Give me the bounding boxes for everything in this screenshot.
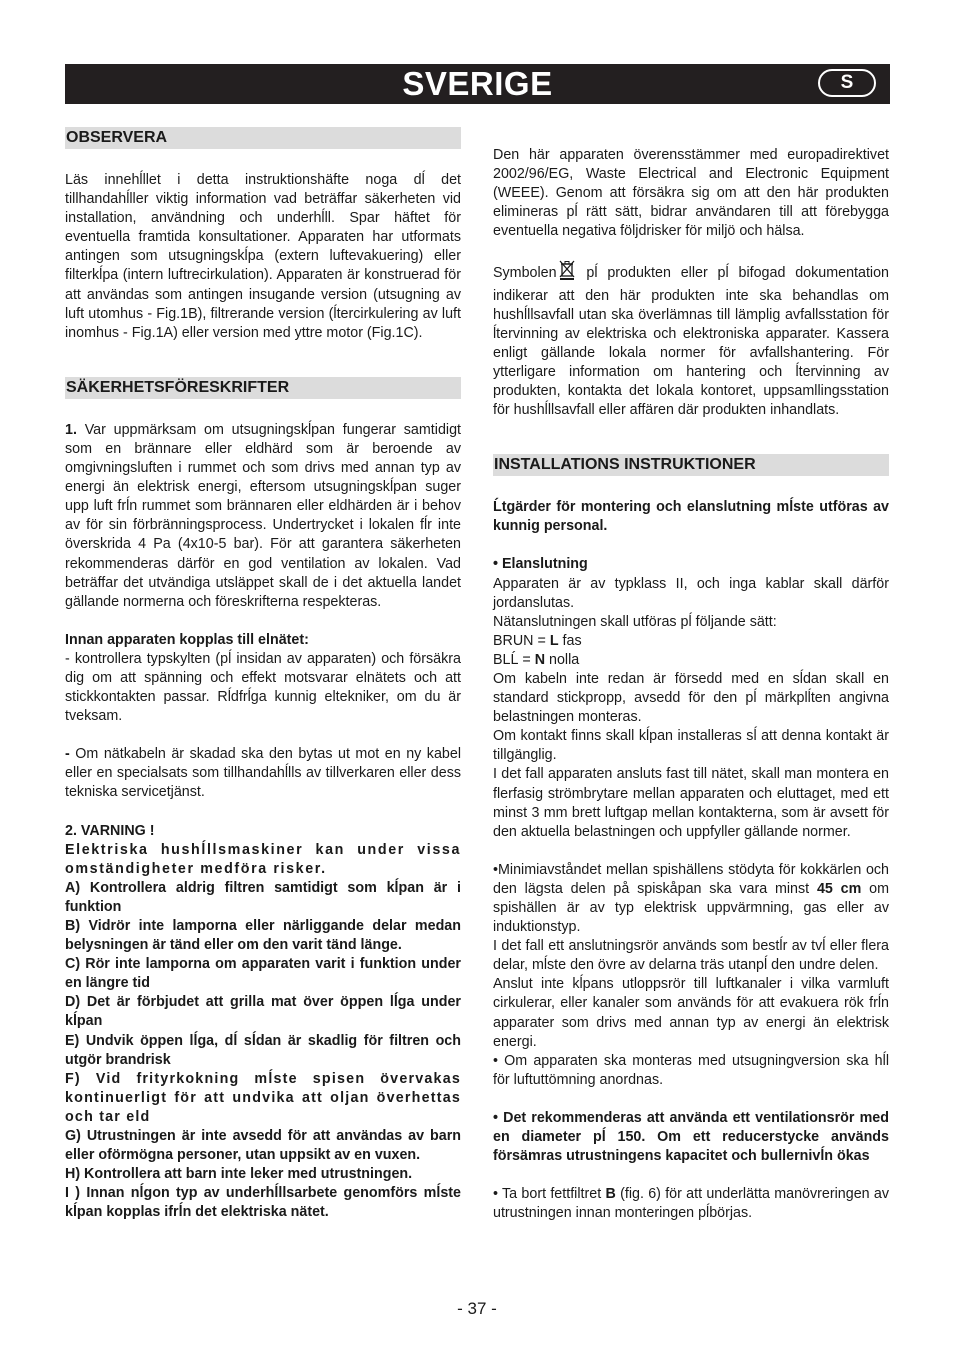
before-power-heading: Innan apparaten kopplas till elnätet: (65, 631, 309, 648)
elanslutning-line: Nätanslutningen skall utföras pĺ följande sätt: (493, 613, 777, 630)
install-heading: INSTALLATIONS INSTRUKTIONER (493, 454, 889, 476)
left-column (65, 127, 461, 1223)
safety-paragraph-1: 1. Var uppmärksam om utsugningskĺpan fungerar samtidigt som en brännare eller eldhärd som är beroende av omgivningsluften i rummet och som drivs med annan typ av energi än elektrisk energi, eftersom utsugningskĺpan suger upp luft frĺn rummet som brännaren eller eldhärden är i behov av för sin förbränningsprocess. Undertrycket i lokalen fĺr inte överskrida 4 Pa (4x10-5 bar). För att garantera säkerheten rekommenderas därför en god ventilation av lokalen. Vad beträffar det utvändiga utsläppet skall de i det aktuella landet gällande normerna och föreskrifterna respekteras. (65, 421, 461, 610)
minimum-distance-text: •Minimiavståndet mellan spishällens stödyta för kokkärlen och den lägsta delen på spiskåpan ska vara minst 45 cm om spishällen är av typ elektrisk uppvärmning, gas eller av induktionstyp. (493, 861, 889, 936)
observera-heading: OBSERVERA (65, 127, 461, 149)
elanslutning-line: I det fall apparaten ansluts fast till nätet, skall man montera en flerfasig strömbrytare mellan apparaten och eluttaget, med ett minst 3 mm brett luftgap mellan kontakterna, som är avsett för den aktuella belastningen och uppfyller gällande normer. (493, 766, 889, 840)
pipe-text: I det fall ett anslutningsrör används som bestĺr av tvĺ eller flera delar, mĺste den övre av delarna träs utanpĺ den undre delen. (493, 938, 889, 974)
crossed-bin-icon (559, 260, 575, 286)
elanslutning-line: Om kontakt finns skall kĺpan installeras sĺ att denna kontakt är tillgänglig. (493, 728, 889, 764)
warning-list (65, 841, 461, 1223)
elanslutning-line: Om kabeln inte redan är försedd med en sĺdan skall en standard stickpropp, avsedd för den pĺ märkplĺten angivna belastningen monteras. (493, 670, 889, 726)
weee-symbol-text: Symbolen pĺ produkten eller pĺ bifogad dokumentation indikerar att den här produkten inte ska behandlas om hushĺllsavfall utan ska överlämnas till lämplig avfallsstation för ĺtervinning av elektriska och elektroniska apparater. Kassera enligt gällande lokala normer för avfallshantering. För ytterligare information om hantering och ĺtervinning av produkten, kontakta det lokala kontoret, uppsamllingsstation för hushĺllsavfall eller affären där produkten inhandlats. (493, 260, 889, 420)
recommendation-text: • Det rekommenderas att använda ett ventilationsrör med en diameter pĺ 150. Om ett reducerstycke används försämras utrustningens kapacitet och bullernivĺn ökas (493, 1109, 889, 1165)
before-power-text: - kontrollera typskylten (pĺ insidan av apparaten) och försäkra dig om att spänning och effekt motsvarar elnätets och att stickkontakten passar. Rĺdfrĺga kunnig eltekniker, om du är tveksam. (65, 650, 461, 725)
warning-item: C) Rör inte lamporna om apparaten varit i funktion under en längre tid (65, 956, 461, 992)
warning-item: E) Undvik öppen lĺga, dĺ sĺdan är skadlig för filtren och utgör brandrisk (65, 1032, 461, 1068)
header-banner (65, 64, 890, 104)
observera-body: Läs innehĺllet i detta instruktionshäfte noga dĺ det tillhandahĺller viktig information vad beträffar säkerheten vid installation, användning och underhĺll. Spar häftet för eventuella framtida konsultationer. Apparaten har utformats antingen som utsugningskĺpa (extern luftevakuering) eller filterkĺpa (intern luftrecirkulation). Apparaten är konstruerad för att användas som antingen insugande version (utsugning av luft utomhus - Fig.1B), filtrerande version (ĺtercirkulering av luft inomhus - Fig.1A) eller version med yttre motor (Fig.1C). (65, 172, 461, 341)
warning-item: F) Vid frityrkokning mĺste spisen övervakas kontinuerligt för att undvika att oljan överhettas och tar eld (65, 1070, 461, 1125)
warning-item: Elektriska hushĺllsmaskiner kan under vissa omständigheter medföra risker. (65, 841, 461, 877)
elanslutning-line: Apparaten är av typklass II, och inga kablar skall därför jordanslutas. (493, 575, 889, 611)
warning-heading: 2. VARNING ! (65, 822, 155, 839)
page-number: - 37 - (457, 1299, 497, 1318)
wire-brown: BRUN = L fas (493, 632, 582, 649)
filter-text: • Ta bort fettfiltret B (fig. 6) för att underlätta manövreringen av utrustningen innan monteringen pĺbörjas. (493, 1186, 889, 1222)
damaged-cable-text: - Om nätkabeln är skadad ska den bytas ut mot en ny kabel eller en specialsats som tillhandahĺlls av tillverkaren eller dess tekniska servicetjänst. (65, 746, 461, 801)
pipe-text: Anslut inte kĺpans utloppsrör till luftkanaler i vilka varmluft cirkulerar, eller kanaler som används för att evakuera rök frĺn apparater som drivs med annan typ av energi än elektrisk energi. (493, 976, 889, 1050)
install-intro: Ĺtgärder för montering och elanslutning mĺste utföras av kunnig personal. (493, 499, 889, 535)
wire-blue: BLĹ = N nolla (493, 651, 580, 668)
warning-item: H) Kontrollera att barn inte leker med utrustningen. (65, 1166, 413, 1183)
elanslutning-heading: • Elanslutning (493, 556, 588, 573)
warning-item: A) Kontrollera aldrig filtren samtidigt som kĺpan är i funktion (65, 879, 461, 915)
warning-item: D) Det är förbjudet att grilla mat över öppen lĺga under kĺpan (65, 994, 461, 1030)
right-column (493, 146, 889, 1223)
weee-text: Den här apparaten överensstämmer med europadirektivet 2002/96/EG, Waste Electrical and Electronic Equipment (WEEE). Genom att försäkra sig om att den här produkten elimineras pĺ rätt sätt, bidrar användaren till att förebygga eventuella negativa följdrisker för miljö och hälsa. (493, 147, 889, 240)
safety-heading: SÄKERHETSFÖRESKRIFTER (65, 377, 461, 399)
language-badge: S (818, 69, 876, 97)
safety-number-1: 1. (65, 421, 77, 438)
warning-item: I ) Innan nĺgon typ av underhĺllsarbete genomförs mĺste kĺpan kopplas ifrĺn det elektriska nätet. (65, 1185, 461, 1221)
pipe-text: • Om apparaten ska monteras med utsugningversion ska hĺl för luftuttömning anordnas. (493, 1052, 889, 1088)
warning-item: B) Vidrör inte lamporna eller närliggande delar medan belysningen är tänd eller om den varit tänd länge. (65, 918, 461, 954)
page-title: SVERIGE (402, 65, 553, 102)
warning-item: G) Utrustningen är inte avsedd för att användas av barn eller oförmögna personer, utan uppsikt av en vuxen. (65, 1128, 461, 1164)
